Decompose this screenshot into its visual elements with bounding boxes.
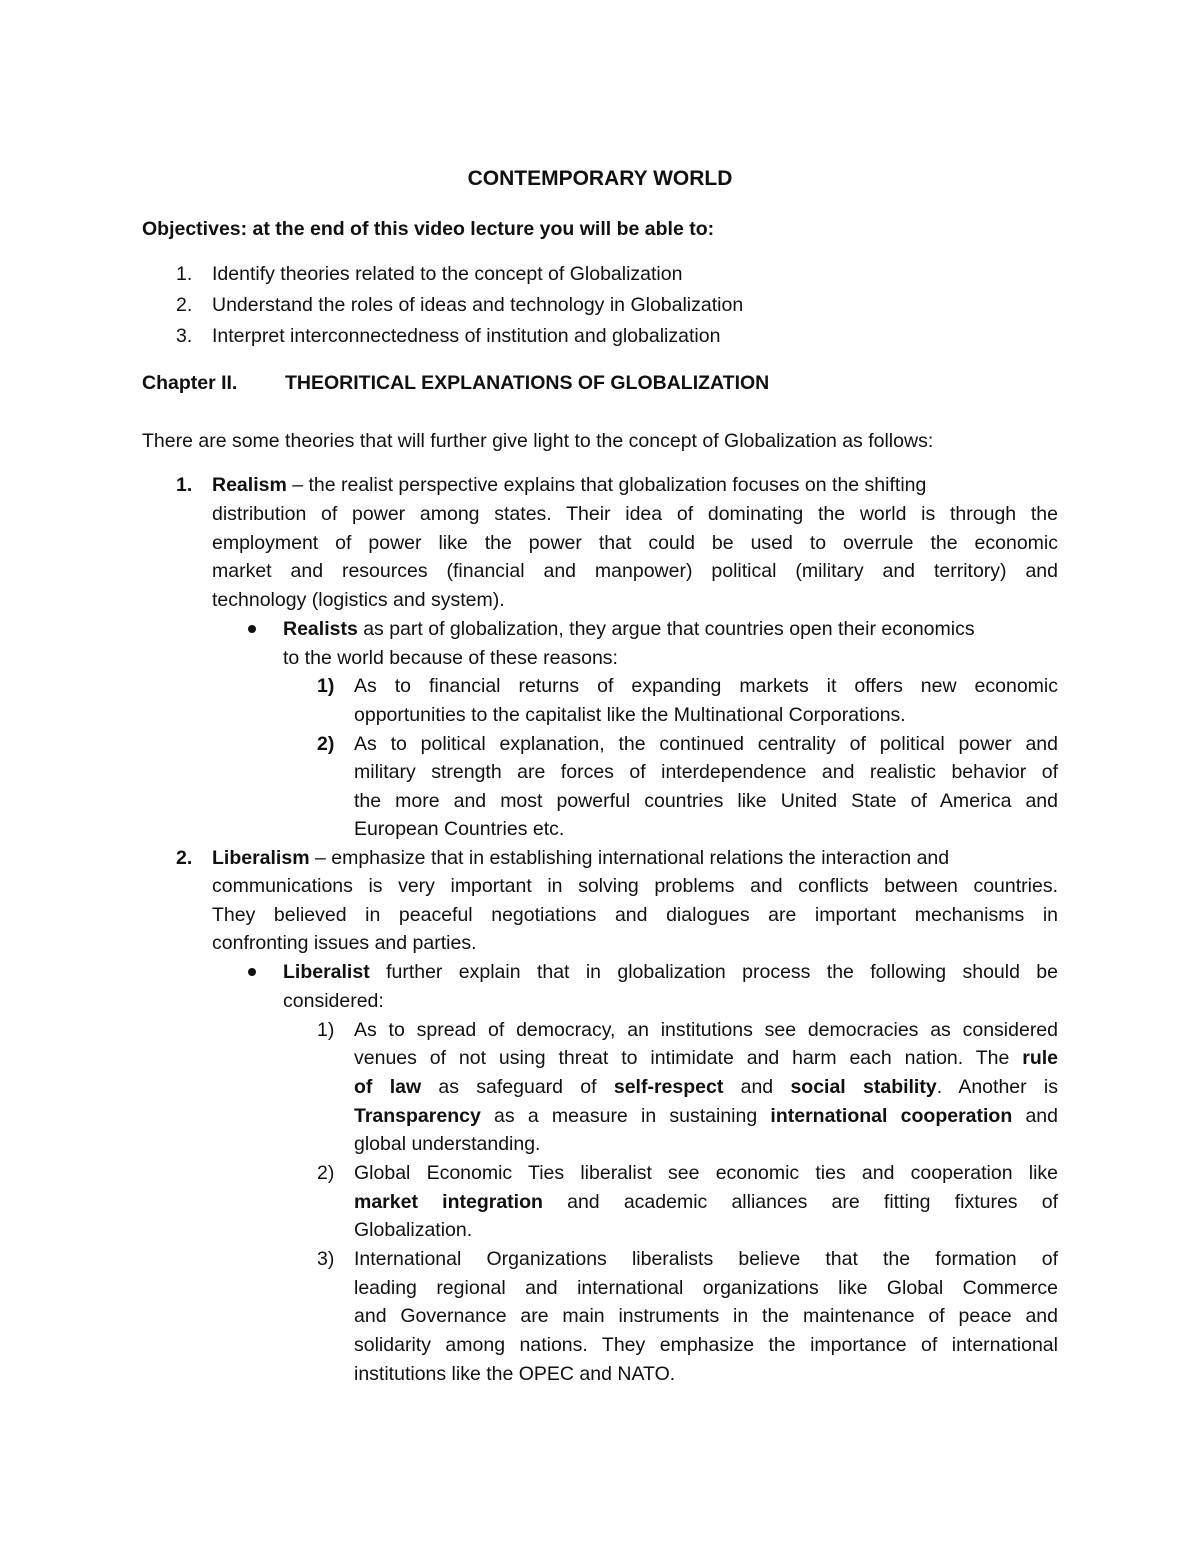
liberalism-point-line: institutions like the OPEC and NATO. xyxy=(354,1363,676,1385)
chapter-title: THEORITICAL EXPLANATIONS OF GLOBALIZATION xyxy=(285,372,770,394)
objective-item: Interpret interconnectedness of institution and globalization xyxy=(212,325,721,347)
point-number: 3) xyxy=(317,1248,335,1270)
liberalism-point-line: and Governance are main instruments in the maintenance of peace and xyxy=(354,1305,1058,1327)
intro-paragraph: There are some theories that will further give light to the concept of Globalization as follows: xyxy=(142,430,934,452)
text-run: as safeguard of xyxy=(421,1076,614,1098)
realism-text: – the realist perspective explains that globalization focuses on the shifting xyxy=(286,474,927,496)
realists-text: as part of globalization, they argue that countries open their economics xyxy=(357,618,975,640)
liberalism-line xyxy=(212,844,1058,872)
bold-run: Transparency xyxy=(354,1105,481,1127)
bold-run: international cooperation xyxy=(770,1105,1013,1127)
liberalist-bullet-line: considered: xyxy=(283,990,384,1012)
objective-number: 2. xyxy=(176,294,193,316)
point-number: 2) xyxy=(317,733,335,755)
chapter-label: Chapter II. xyxy=(142,372,238,394)
theory-number: 1. xyxy=(176,474,193,496)
liberalism-point-line: solidarity among nations. They emphasize the importance of international xyxy=(354,1334,1058,1356)
liberalism-line: communications is very important in solving problems and conflicts between countries. xyxy=(212,875,1058,897)
point-number: 1) xyxy=(317,675,335,697)
text-run: and xyxy=(1012,1105,1058,1127)
realism-point-line: As to political explanation, the continued centrality of political power and xyxy=(354,733,1058,755)
objective-number: 1. xyxy=(176,263,193,285)
text-run: venues of not using threat to intimidate and harm each nation. The xyxy=(354,1047,1023,1069)
objectives-heading: Objectives: at the end of this video lecture you will be able to: xyxy=(142,218,715,240)
realism-point-line: European Countries etc. xyxy=(354,818,565,840)
realists-term: Realists xyxy=(283,618,358,640)
bullet-icon xyxy=(248,968,256,976)
liberalism-point-line xyxy=(354,1102,1058,1130)
liberalism-point-line: global understanding. xyxy=(354,1133,541,1155)
objective-number: 3. xyxy=(176,325,193,347)
bullet-icon xyxy=(248,625,256,633)
liberalism-term: Liberalism xyxy=(212,847,310,869)
page-title: CONTEMPORARY WORLD xyxy=(467,167,733,190)
realists-bullet-line: to the world because of these reasons: xyxy=(283,647,618,669)
realism-line: market and resources (financial and manpower) political (military and territory) and xyxy=(212,560,1058,582)
liberalist-bullet-line xyxy=(283,958,1058,986)
bold-run: of law xyxy=(354,1076,422,1098)
objective-item: Understand the roles of ideas and technology in Globalization xyxy=(212,294,744,316)
liberalism-point-line: Globalization. xyxy=(354,1219,473,1241)
liberalism-point-line xyxy=(354,1044,1058,1072)
objective-item: Identify theories related to the concept of Globalization xyxy=(212,263,683,285)
bold-run: self-respect xyxy=(613,1076,724,1098)
liberalism-line: confronting issues and parties. xyxy=(212,932,477,954)
liberalism-point-line xyxy=(354,1188,1058,1216)
bold-run: social stability xyxy=(790,1076,937,1098)
liberalist-text: further explain that in globalization process the following should be xyxy=(369,961,1058,983)
liberalism-point-line xyxy=(354,1073,1058,1101)
theory-number: 2. xyxy=(176,847,193,869)
bold-run: rule xyxy=(1022,1047,1058,1069)
liberalism-text: – emphasize that in establishing international relations the interaction and xyxy=(309,847,950,869)
realism-line: distribution of power among states. Their idea of dominating the world is through the xyxy=(212,503,1058,525)
point-number: 2) xyxy=(317,1162,335,1184)
realism-point-line: military strength are forces of interdependence and realistic behavior of xyxy=(354,761,1058,783)
realism-term: Realism xyxy=(212,474,287,496)
realists-bullet-line xyxy=(283,615,975,643)
liberalism-line: They believed in peaceful negotiations and dialogues are important mechanisms in xyxy=(212,904,1058,926)
realism-line: employment of power like the power that could be used to overrule the economic xyxy=(212,532,1058,554)
realism-point-line: opportunities to the capitalist like the Multinational Corporations. xyxy=(354,704,906,726)
text-run: and xyxy=(723,1076,791,1098)
realism-line xyxy=(212,471,1058,499)
realism-line: technology (logistics and system). xyxy=(212,589,505,611)
liberalist-term: Liberalist xyxy=(283,961,370,983)
bold-run: market integration xyxy=(354,1191,543,1213)
realism-point-line: As to financial returns of expanding markets it offers new economic xyxy=(354,675,1058,697)
text-run: as a measure in sustaining xyxy=(480,1105,771,1127)
realism-point-line: the more and most powerful countries like United State of America and xyxy=(354,790,1058,812)
text-run: . Another is xyxy=(936,1076,1058,1098)
text-run: and academic alliances are fitting fixtures of xyxy=(542,1191,1059,1213)
liberalism-point-line: Global Economic Ties liberalist see economic ties and cooperation like xyxy=(354,1162,1058,1184)
point-number: 1) xyxy=(317,1019,335,1041)
liberalism-point-line: leading regional and international organizations like Global Commerce xyxy=(354,1277,1058,1299)
liberalism-point-line: International Organizations liberalists believe that the formation of xyxy=(354,1248,1058,1270)
liberalism-point-line: As to spread of democracy, an institutions see democracies as considered xyxy=(354,1019,1058,1041)
